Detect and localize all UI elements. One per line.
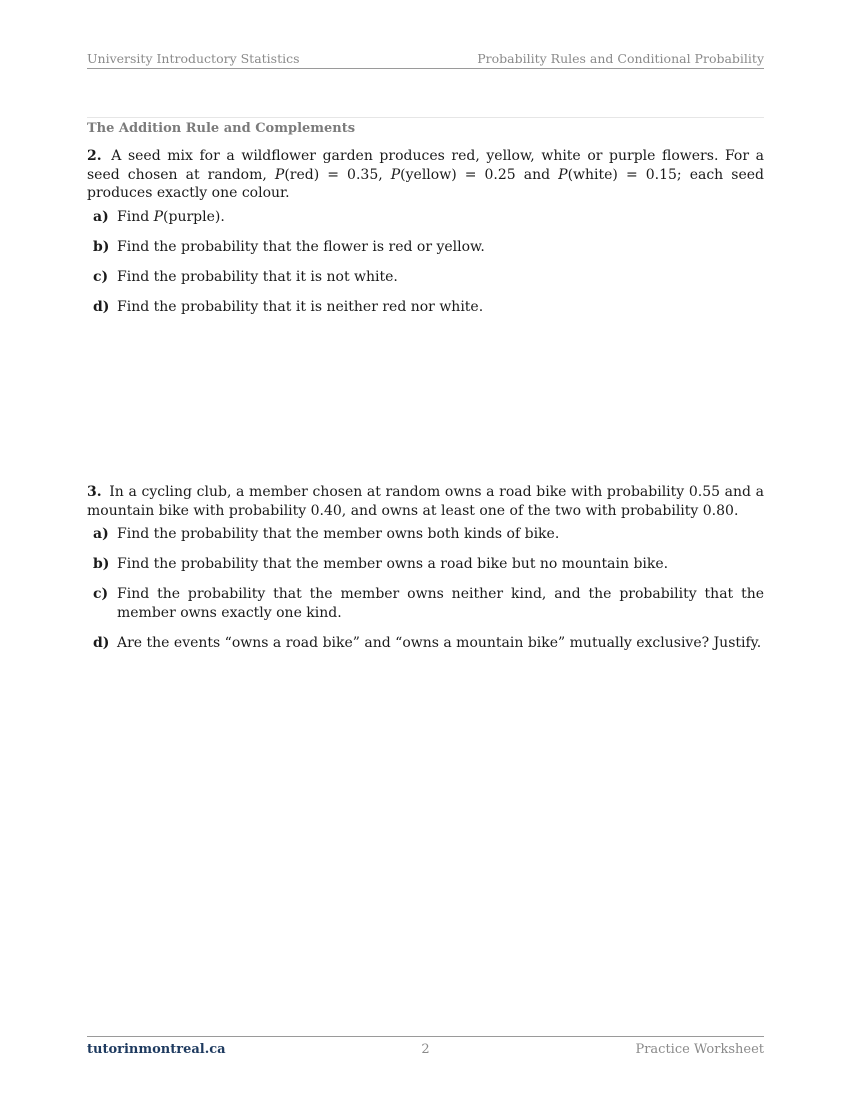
- running-header: [87, 51, 764, 66]
- problem-2-parts: [87, 208, 764, 317]
- footer-document-label: Practice Worksheet: [635, 1042, 764, 1057]
- problem-number: 2.: [87, 148, 102, 164]
- part-text: Find the probability that it is neither red nor white.: [117, 298, 484, 315]
- part-label: d): [93, 298, 110, 315]
- problem-3-statement: [87, 483, 764, 520]
- part-item: [87, 238, 764, 257]
- part-text: Find the probability that it is not white.: [117, 268, 398, 285]
- header-topic-title: Probability Rules and Conditional Probability: [477, 51, 764, 66]
- part-item: [87, 268, 764, 287]
- problem-2-text: (red) = 0.35,: [284, 166, 391, 183]
- part-text: Are the events “owns a road bike” and “owns a mountain bike” mutually exclusive? Justify.: [117, 635, 762, 651]
- part-label: a): [93, 526, 109, 542]
- part-label: b): [93, 238, 110, 255]
- footer-rule: [87, 1036, 764, 1037]
- part-label: b): [93, 556, 110, 572]
- header-rule: [87, 68, 764, 69]
- problem-2-text: (white) = 0.15; each seed produces exactly one colour.: [87, 166, 764, 201]
- math-p: P: [274, 166, 285, 183]
- problem-3: [87, 483, 764, 653]
- part-item: [87, 298, 764, 317]
- section-divider: [87, 117, 764, 118]
- problem-3-text: In a cycling club, a member chosen at random owns a road bike with probability 0.55 and a mountain bike with probability 0.40, and owns at least one of the two with probability 0.80.: [87, 484, 764, 519]
- part-text: Find the probability that the member owns both kinds of bike.: [117, 526, 560, 542]
- part-label: d): [93, 635, 110, 651]
- part-label: c): [93, 586, 109, 602]
- part-item: [87, 555, 764, 574]
- header-course-title: University Introductory Statistics: [87, 51, 300, 66]
- footer-site-link[interactable]: tutorinmontreal.ca: [87, 1042, 226, 1057]
- problem-2-text: A seed mix for a wildflower garden produces red, yellow, white or purple flowers. For a seed chosen at random,: [87, 148, 764, 183]
- part-text: Find P(purple).: [117, 208, 225, 225]
- part-label: a): [93, 208, 109, 225]
- problem-2-statement: [87, 147, 764, 203]
- problem-2-text: (yellow) = 0.25 and: [400, 166, 559, 183]
- part-item: [87, 634, 764, 653]
- part-label: c): [93, 268, 109, 285]
- problem-2: [87, 147, 764, 317]
- problem-number: 3.: [87, 484, 102, 500]
- math-p: P: [390, 166, 401, 183]
- part-text: Find the probability that the member owns neither kind, and the probability that the member owns exactly one kind.: [117, 586, 764, 621]
- part-text: Find the probability that the flower is red or yellow.: [117, 238, 485, 255]
- section-title: The Addition Rule and Complements: [87, 121, 356, 136]
- page-footer: [87, 1042, 764, 1057]
- part-item: [87, 208, 764, 227]
- math-p: P: [558, 166, 568, 183]
- part-text: Find the probability that the member owns a road bike but no mountain bike.: [117, 556, 669, 572]
- part-item: [87, 525, 764, 544]
- part-item: [87, 585, 764, 623]
- page-number: 2: [421, 1042, 430, 1057]
- problem-3-parts: [87, 525, 764, 653]
